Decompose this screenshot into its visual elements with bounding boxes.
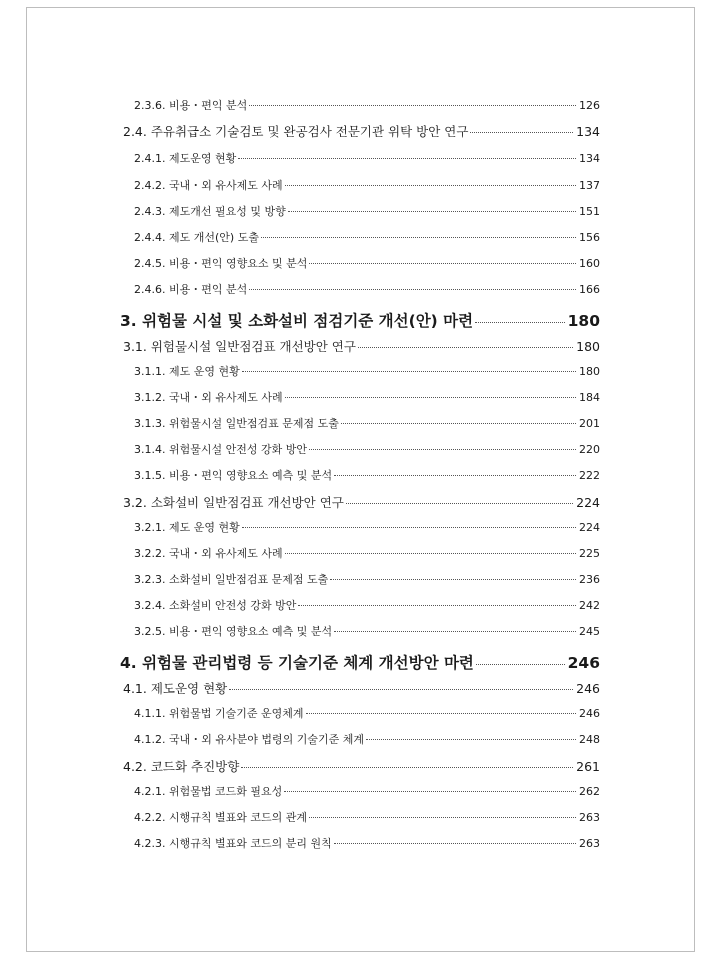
dot-leader [358,347,573,348]
toc-entry-level-3[interactable] [134,835,600,851]
dot-leader [330,579,576,580]
toc-entry-title: 2.4.5. 비용・편익 영향요소 및 분석 [134,257,308,270]
dot-leader [476,664,565,665]
toc-entry-level-3[interactable] [134,177,600,193]
toc-entry-title: 4.2. 코드화 추진방향 [123,759,240,774]
toc-entry-page-number: 134 [576,124,600,139]
toc-entry-page-number: 246 [576,681,600,696]
dot-leader [334,843,576,844]
dot-leader [309,263,576,264]
dot-leader [229,689,573,690]
toc-entry-level-3[interactable] [134,809,600,825]
toc-entry-title: 4.2.2. 시행규칙 별표와 코드의 관계 [134,811,307,824]
toc-entry-title: 4. 위험물 관리법령 등 기술기준 체계 개선방안 마련 [120,654,474,672]
toc-entry-title: 3.1.2. 국내・외 유사제도 사례 [134,391,283,404]
toc-entry-title: 2.3.6. 비용・편익 분석 [134,99,248,112]
toc-entry-page-number: 180 [567,312,600,330]
dot-leader [309,449,576,450]
toc-entry-level-3[interactable] [134,97,600,113]
dot-leader [334,631,576,632]
toc-entry-level-2[interactable] [123,337,600,355]
toc-entry-page-number: 246 [567,654,600,672]
toc-entry-title: 2.4.4. 제도 개선(안) 도출 [134,231,259,244]
toc-entry-level-3[interactable] [134,519,600,535]
dot-leader [285,397,576,398]
toc-entry-title: 3.1. 위험물시설 일반점검표 개선방안 연구 [123,339,356,354]
toc-entry-level-3[interactable] [134,705,600,721]
dot-leader [309,817,576,818]
toc-entry-page-number: 184 [579,391,600,404]
toc-entry-level-3[interactable] [134,731,600,747]
toc-entry-level-3[interactable] [134,597,600,613]
dot-leader [249,105,576,106]
dot-leader [475,322,565,323]
toc-entry-level-2[interactable] [123,679,600,697]
toc-entry-page-number: 151 [579,205,600,218]
toc-entry-level-3[interactable] [134,203,600,219]
toc-entry-page-number: 236 [579,573,600,586]
dot-leader [470,132,573,133]
toc-entry-page-number: 224 [579,521,600,534]
toc-entry-title: 3.1.5. 비용・편익 영향요소 예측 및 분석 [134,469,333,482]
toc-entry-level-1[interactable] [120,651,600,673]
toc-entry-title: 4.1.2. 국내・외 유사분야 법령의 기술기준 체계 [134,733,364,746]
toc-entry-level-2[interactable] [123,757,600,775]
toc-entry-title: 4.1.1. 위험물법 기술기준 운영체계 [134,707,304,720]
toc-entry-level-3[interactable] [134,281,600,297]
toc-entry-title: 4.2.3. 시행규칙 별표와 코드의 분리 원칙 [134,837,332,850]
toc-entry-page-number: 166 [579,283,600,296]
toc-entry-page-number: 263 [579,837,600,850]
toc-entry-page-number: 263 [579,811,600,824]
toc-entry-page-number: 248 [579,733,600,746]
toc-entry-level-2[interactable] [123,122,600,140]
dot-leader [238,158,576,159]
toc-entry-page-number: 160 [579,257,600,270]
toc-entry-page-number: 180 [576,339,600,354]
toc-entry-level-3[interactable] [134,441,600,457]
toc-entry-page-number: 156 [579,231,600,244]
toc-entry-page-number: 242 [579,599,600,612]
dot-leader [341,423,576,424]
toc-entry-page-number: 224 [576,495,600,510]
toc-entry-level-1[interactable] [120,309,600,331]
toc-entry-page-number: 246 [579,707,600,720]
toc-entry-title: 3.1.3. 위험물시설 일반점검표 문제점 도출 [134,417,339,430]
toc-entry-title: 3.2.2. 국내・외 유사제도 사례 [134,547,283,560]
toc-entry-level-3[interactable] [134,571,600,587]
dot-leader [284,791,576,792]
toc-entry-title: 3.2.3. 소화설비 일반점검표 문제점 도출 [134,573,329,586]
dot-leader [334,475,576,476]
toc-entry-page-number: 126 [579,99,600,112]
toc-entry-page-number: 261 [576,759,600,774]
toc-entry-title: 3.1.1. 제도 운영 현황 [134,365,240,378]
dot-leader [242,371,576,372]
toc-entry-page-number: 262 [579,785,600,798]
toc-entry-page-number: 222 [579,469,600,482]
toc-entry-level-3[interactable] [134,255,600,271]
toc-entry-title: 3.2.4. 소화설비 안전성 강화 방안 [134,599,297,612]
toc-entry-page-number: 134 [579,152,600,165]
toc-entry-level-3[interactable] [134,623,600,639]
toc-entry-title: 3.2. 소화설비 일반점검표 개선방안 연구 [123,495,344,510]
dot-leader [306,713,577,714]
dot-leader [288,211,576,212]
dot-leader [366,739,576,740]
dot-leader [298,605,576,606]
toc-entry-level-3[interactable] [134,363,600,379]
toc-entry-level-3[interactable] [134,415,600,431]
toc-entry-title: 3. 위험물 시설 및 소화설비 점검기준 개선(안) 마련 [120,312,474,330]
toc-entry-title: 4.2.1. 위험물법 코드화 필요성 [134,785,283,798]
dot-leader [249,289,576,290]
toc-entry-title: 3.2.5. 비용・편익 영향요소 예측 및 분석 [134,625,333,638]
dot-leader [285,553,576,554]
toc-entry-page-number: 245 [579,625,600,638]
dot-leader [285,185,576,186]
toc-entry-title: 2.4. 주유취급소 기술검토 및 완공검사 전문기관 위탁 방안 연구 [123,124,469,139]
toc-entry-title: 4.1. 제도운영 현황 [123,681,228,696]
toc-entry-title: 3.1.4. 위험물시설 안전성 강화 방안 [134,443,307,456]
toc-entry-title: 2.4.2. 국내・외 유사제도 사례 [134,179,283,192]
toc-entry-title: 2.4.3. 제도개선 필요성 및 방향 [134,205,286,218]
dot-leader [346,503,573,504]
toc-entry-level-3[interactable] [134,783,600,799]
toc-entry-title: 2.4.1. 제도운영 현황 [134,152,237,165]
toc-entry-page-number: 225 [579,547,600,560]
toc-entry-level-3[interactable] [134,150,600,166]
toc-entry-page-number: 201 [579,417,600,430]
toc-entry-title: 3.2.1. 제도 운영 현황 [134,521,240,534]
toc-entry-title: 2.4.6. 비용・편익 분석 [134,283,248,296]
dot-leader [241,767,573,768]
toc-entry-level-2[interactable] [123,493,600,511]
dot-leader [242,527,576,528]
toc-entry-page-number: 180 [579,365,600,378]
toc-entry-level-3[interactable] [134,229,600,245]
toc-entry-level-3[interactable] [134,545,600,561]
toc-entry-page-number: 137 [579,179,600,192]
toc-entry-level-3[interactable] [134,467,600,483]
dot-leader [261,237,576,238]
toc-entry-level-3[interactable] [134,389,600,405]
toc-entry-page-number: 220 [579,443,600,456]
